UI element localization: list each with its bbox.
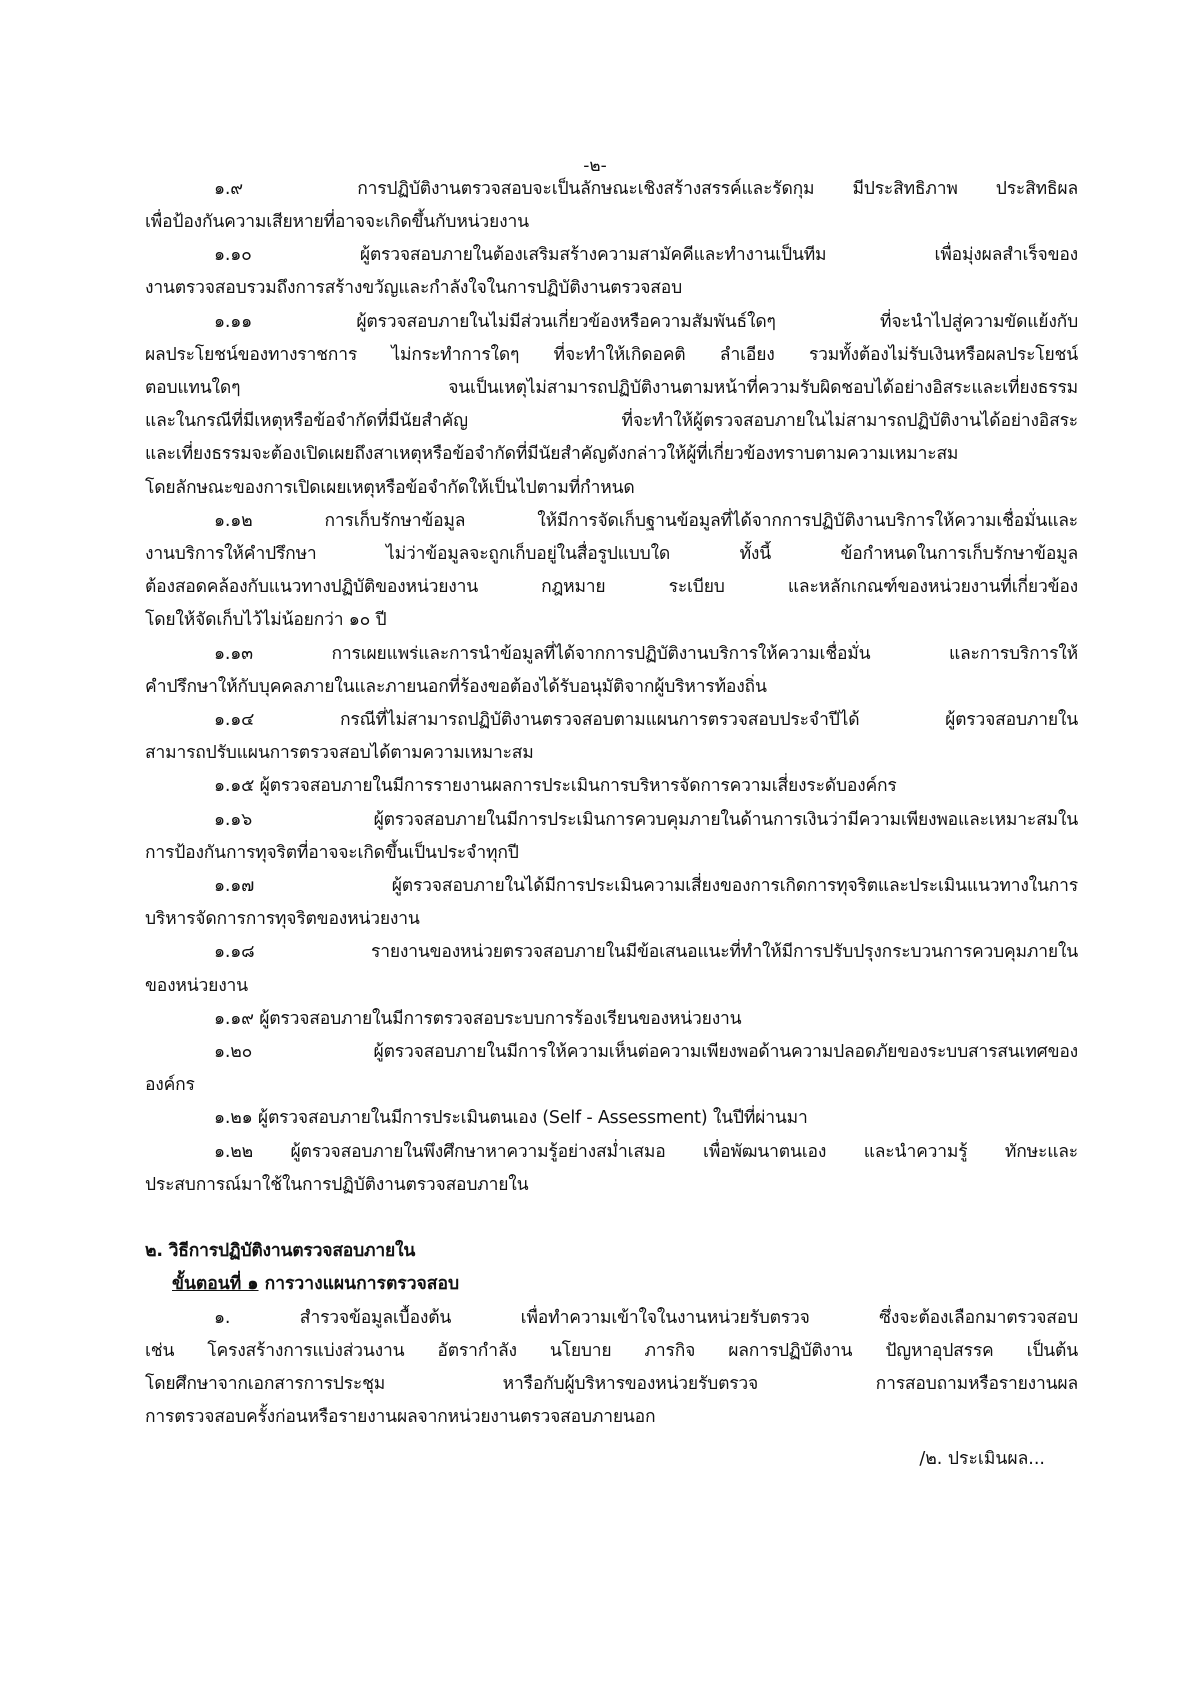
item-1-10-line-1: ๑.๑๐ ผู้ตรวจสอบภายในต้องเสริมสร้างความสามัคคีและทำงานเป็นทีม เพื่อมุ่งผลสำเร็จของ [214, 245, 1078, 265]
step-1-para-line-4: การตรวจสอบครั้งก่อนหรือรายงานผลจากหน่วยงานตรวจสอบภายนอก [145, 1407, 656, 1427]
item-1-17-line-2: บริหารจัดการการทุจริตของหน่วยงาน [145, 909, 420, 929]
step-1-label: ขั้นตอนที่ ๑ [172, 1274, 259, 1294]
continuation-note: /๒. ประเมินผล... [919, 1449, 1045, 1469]
item-1-19-line-1: ๑.๑๙ ผู้ตรวจสอบภายในมีการตรวจสอบระบบการร้องเรียนของหน่วยงาน [214, 1009, 742, 1029]
item-1-9-line-1: ๑.๙ การปฏิบัติงานตรวจสอบจะเป็นลักษณะเชิงสร้างสรรค์และรัดกุม มีประสิทธิภาพ ประสิทธิผล [214, 179, 1078, 199]
item-1-11-line-3: ตอบแทนใดๆ จนเป็นเหตุไม่สามารถปฏิบัติงานตามหน้าที่ความรับผิดชอบได้อย่างอิสระและเที่ยงธรรม [145, 378, 1078, 398]
item-1-22-line-1: ๑.๒๒ ผู้ตรวจสอบภายในพึงศึกษาหาความรู้อย่างสม่ำเสมอ เพื่อพัฒนาตนเอง และนำความรู้ ทักษะและ [214, 1142, 1078, 1162]
item-1-11-line-2: ผลประโยชน์ของทางราชการ ไม่กระทำการใดๆ ที่จะทำให้เกิดอคติ ลำเอียง รวมทั้งต้องไม่รับเงินหรือผลประโยชน์ [145, 345, 1078, 365]
item-1-17-line-1: ๑.๑๗ ผู้ตรวจสอบภายในได้มีการประเมินความเสี่ยงของการเกิดการทุจริตและประเมินแนวทางในการ [214, 876, 1078, 896]
section-2-heading: ๒. วิธีการปฏิบัติงานตรวจสอบภายใน [145, 1241, 416, 1261]
item-1-12-line-2: งานบริการให้คำปรึกษา ไม่ว่าข้อมูลจะถูกเก็บอยู่ในสื่อรูปแบบใด ทั้งนี้ ข้อกำหนดในการเก็บรักษาข้อมูล [145, 544, 1078, 564]
step-1-heading [172, 1271, 459, 1297]
item-1-11-line-6: โดยลักษณะของการเปิดเผยเหตุหรือข้อจำกัดให้เป็นไปตามที่กำหนด [145, 478, 635, 498]
item-1-12-line-3: ต้องสอดคล้องกับแนวทางปฏิบัติของหน่วยงาน กฎหมาย ระเบียบ และหลักเกณฑ์ของหน่วยงานที่เกี่ยวข้อง [145, 577, 1078, 597]
item-1-14-line-2: สามารถปรับแผนการตรวจสอบได้ตามความเหมาะสม [145, 743, 534, 763]
page-number: -๒- [583, 156, 607, 176]
step-1-title: การวางแผนการตรวจสอบ [264, 1274, 460, 1294]
step-1-para-line-1: ๑. สำรวจข้อมูลเบื้องต้น เพื่อทำความเข้าใจในงานหน่วยรับตรวจ ซึ่งจะต้องเลือกมาตรวจสอบ [214, 1308, 1078, 1328]
item-1-22-line-2: ประสบการณ์มาใช้ในการปฏิบัติงานตรวจสอบภายใน [145, 1175, 529, 1195]
item-1-13-line-1: ๑.๑๓ การเผยแพร่และการนำข้อมูลที่ได้จากการปฏิบัติงานบริการให้ความเชื่อมั่น และการบริการให้ [214, 644, 1078, 664]
item-1-15-line-1: ๑.๑๕ ผู้ตรวจสอบภายในมีการรายงานผลการประเมินการบริหารจัดการความเสี่ยงระดับองค์กร [214, 776, 897, 796]
item-1-12-line-1: ๑.๑๒ การเก็บรักษาข้อมูล ให้มีการจัดเก็บฐานข้อมูลที่ได้จากการปฏิบัติงานบริการให้ความเชื่อมั่นและ [214, 511, 1078, 531]
item-1-20-line-2: องค์กร [145, 1075, 195, 1095]
item-1-11-line-5: และเที่ยงธรรมจะต้องเปิดเผยถึงสาเหตุหรือข้อจำกัดที่มีนัยสำคัญดังกล่าวให้ผู้ที่เกี่ยวข้องทราบตามความเหมาะสม [145, 444, 959, 464]
item-1-21-line-1: ๑.๒๑ ผู้ตรวจสอบภายในมีการประเมินตนเอง (Self - Assessment) ในปีที่ผ่านมา [214, 1108, 808, 1128]
step-1-para-line-2: เช่น โครงสร้างการแบ่งส่วนงาน อัตรากำลัง นโยบาย ภารกิจ ผลการปฏิบัติงาน ปัญหาอุปสรรค เป็นต้น [145, 1341, 1078, 1361]
item-1-16-line-2: การป้องกันการทุจริตที่อาจจะเกิดขึ้นเป็นประจำทุกปี [145, 843, 519, 863]
item-1-10-line-2: งานตรวจสอบรวมถึงการสร้างขวัญและกำลังใจในการปฏิบัติงานตรวจสอบ [145, 278, 682, 298]
item-1-18-line-1: ๑.๑๘ รายงานของหน่วยตรวจสอบภายในมีข้อเสนอแนะที่ทำให้มีการปรับปรุงกระบวนการควบคุมภายใน [214, 942, 1078, 962]
item-1-13-line-2: คำปรึกษาให้กับบุคคลภายในและภายนอกที่ร้องขอต้องได้รับอนุมัติจากผู้บริหารท้องถิ่น [145, 677, 767, 697]
item-1-18-line-2: ของหน่วยงาน [145, 976, 248, 996]
item-1-14-line-1: ๑.๑๔ กรณีที่ไม่สามารถปฏิบัติงานตรวจสอบตามแผนการตรวจสอบประจำปีได้ ผู้ตรวจสอบภายใน [214, 710, 1078, 730]
item-1-11-line-1: ๑.๑๑ ผู้ตรวจสอบภายในไม่มีส่วนเกี่ยวข้องหรือความสัมพันธ์ใดๆ ที่จะนำไปสู่ความขัดแย้งกับ [214, 312, 1078, 332]
step-1-para-line-3: โดยศึกษาจากเอกสารการประชุม หารือกับผู้บริหารของหน่วยรับตรวจ การสอบถามหรือรายงานผล [145, 1374, 1078, 1394]
item-1-11-line-4: และในกรณีที่มีเหตุหรือข้อจำกัดที่มีนัยสำคัญ ที่จะทำให้ผู้ตรวจสอบภายในไม่สามารถปฏิบัติงานได้อย่างอิสระ [145, 411, 1078, 431]
item-1-12-line-4: โดยให้จัดเก็บไว้ไม่น้อยกว่า ๑๐ ปี [145, 610, 387, 630]
item-1-16-line-1: ๑.๑๖ ผู้ตรวจสอบภายในมีการประเมินการควบคุมภายในด้านการเงินว่ามีความเพียงพอและเหมาะสมใน [214, 810, 1078, 830]
item-1-9-line-2: เพื่อป้องกันความเสียหายที่อาจจะเกิดขึ้นกับหน่วยงาน [145, 212, 529, 232]
item-1-20-line-1: ๑.๒๐ ผู้ตรวจสอบภายในมีการให้ความเห็นต่อความเพียงพอด้านความปลอดภัยของระบบสารสนเทศของ [214, 1042, 1078, 1062]
